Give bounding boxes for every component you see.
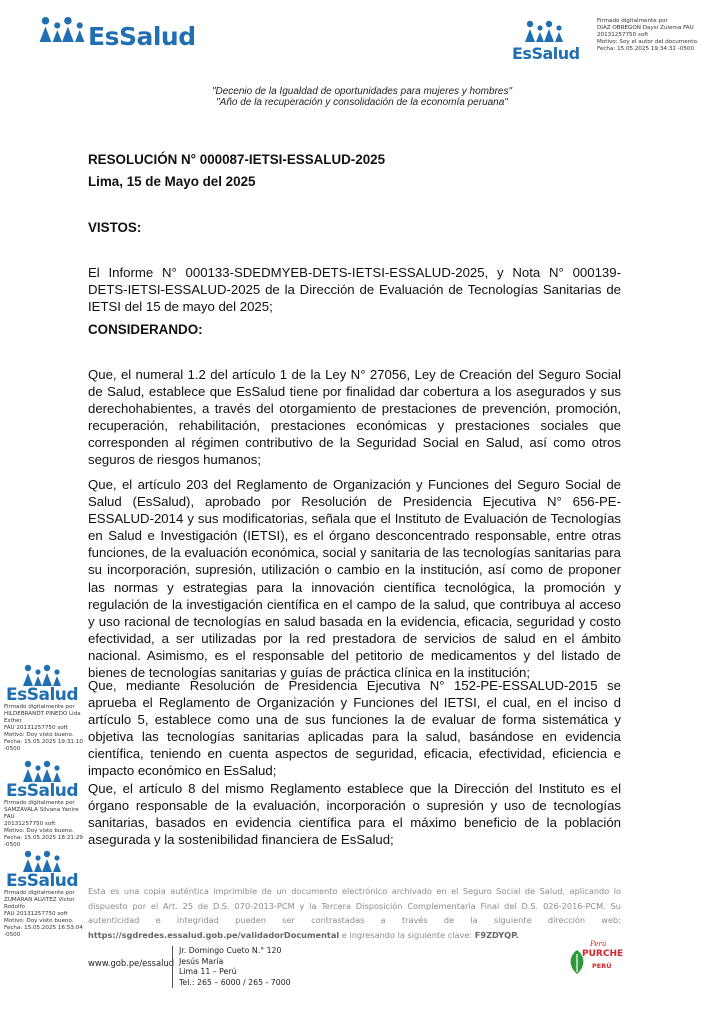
signature-line: Firmado digitalmente por <box>4 800 75 806</box>
address-block <box>172 946 291 988</box>
essalud-header-logo <box>34 16 196 51</box>
signature-line: Fecha: 15.05.2025 16:53:04 -0500 <box>4 925 83 938</box>
address-line: Jr. Domingo Cueto N.° 120 <box>179 946 282 955</box>
signature-details <box>4 890 90 939</box>
validation-url-link[interactable]: https://sgdredes.essalud.gob.pe/validadorDocumental <box>88 929 340 940</box>
validation-key: F9ZDYQP. <box>474 929 519 940</box>
signature-line: ZUMARAN ALVITEZ Victor Rodolfo <box>4 897 75 910</box>
authenticity-note <box>88 884 621 942</box>
family-icon <box>22 760 62 782</box>
signature-line: Firmado digitalmente por <box>4 704 75 710</box>
motto-line: "Decenio de la Igualdad de oportunidades para mujeres y hombres" <box>211 86 513 97</box>
considerando-heading: CONSIDERANDO: <box>88 322 203 337</box>
address-line: Jesús María <box>179 956 224 966</box>
signature-line: HILDEBRANDT PINEDO Lida Esther <box>4 711 81 724</box>
signature-line: 20131257750 soft <box>597 32 649 38</box>
note-text: e ingresando la siguiente clave: <box>339 929 475 940</box>
motto-line: "Año de la recuperación y consolidación de la economía peruana" <box>216 97 508 108</box>
signature-line: DIAZ OBREGON Daysi Zulema FAU <box>597 25 694 31</box>
family-icon <box>22 850 62 872</box>
essalud-signature-logo <box>512 20 580 63</box>
campaign-logo-text: PURCHE <box>582 949 624 959</box>
side-signature-stamp <box>4 760 90 849</box>
address-line: Tel.: 265 – 6000 / 265 - 7000 <box>179 977 291 987</box>
family-icon <box>22 664 62 686</box>
signature-line: SAMZAVALA Silvana Yanire FAU <box>4 807 79 820</box>
logo-text: EsSalud <box>88 22 196 51</box>
resolution-title: RESOLUCIÓN N° 000087-IETSI-ESSALUD-2025 <box>88 152 386 167</box>
family-icon <box>522 20 566 42</box>
vistos-paragraph: El Informe N° 000133-SDEDMYEB-DETS-IETSI-ESSALUD-2025, y Nota N° 000139-DETS-IETSI-ESSALUD-2025 de la Dirección de Evaluación de Tecnologías Sanitarias de IETSI del 15 de mayo del 2025; <box>88 265 621 315</box>
considerando-paragraph: Que, mediante Resolución de Presidencia Ejecutiva N° 152-PE-ESSALUD-2015 se aprueba el Reglamento de Organización y Funciones del IETSI, el cual, en el inciso d artículo 5, establece como una de sus funciones la de evaluar de forma sistemática y objetiva las tecnologías sanitarias aplicadas para la salud, basándose en evidencia científica, teniendo en cuenta aspectos de seguridad, eficacia, efectividad, eficiencia e impacto económico en EsSalud; <box>88 678 621 779</box>
side-signature-stamp <box>4 664 90 753</box>
logo-text: EsSalud <box>512 44 580 63</box>
signature-line: Motivo: Doy visto bueno. <box>4 918 74 924</box>
resolution-date: Lima, 15 de Mayo del 2025 <box>88 174 256 189</box>
considerando-paragraph: Que, el artículo 203 del Reglamento de Organización y Funciones del Seguro Social de Salud (EsSalud), aprobado por Resolución de Presidencia Ejecutiva N° 656-PE-ESSALUD-2014 y sus modificatorias, señala que el Instituto de Evaluación de Tecnologías en Salud e Investigación (IETSI), es el órgano desconcentrado responsable, entre otras funciones, de la evaluación económica, social y sanitaria de las tecnologías sanitarias para su incorporación, supresión, utilización o cambio en la institución, así como de proponer las normas y estrategias para la innovación científica tecnológica, la promoción y regulación de la investigación científica en el campo de la salud, que contribuya al acceso y uso racional de tecnologías en salud basada en la evidencia, eficacia, seguridad y costo efectividad, a ser utilizadas por la red prestadora de servicios de salud en el ámbito nacional. Asimismo, es el responsable del petitorio de medicamentos y del listado de bienes de tecnologías sanitarias y guías de práctica clínica en la institución; <box>88 477 621 681</box>
campaign-logo <box>566 938 622 982</box>
note-text: Esta es una copia auténtica imprimible de un documento electrónico archivado en el Seguro Social de Salud, aplicando lo dispuesto por el Art. 25 de D.S. 070-2013-PCM y la Tercera Disposición Complementaria Final del D.S. 026-2016-PCM. Su autenticidad e integridad pueden ser contrastadas a través de la siguiente dirección web: <box>88 886 621 925</box>
signature-line: Fecha: 15.05.2025 19:31:10 -0500 <box>4 739 83 752</box>
signature-line: FAU 20131257750 soft <box>4 911 68 917</box>
signature-details <box>4 704 90 753</box>
side-signature-stamp <box>4 850 90 939</box>
considerando-paragraph: Que, el artículo 8 del mismo Reglamento establece que la Dirección del Instituto es el órgano responsable de la evaluación, incorporación o supresión y uso de tecnologías sanitarias, basados en evidencia científica para el máximo beneficio de la población asegurada y la sostenibilidad financiera de EsSalud; <box>88 781 621 848</box>
family-icon <box>36 16 88 42</box>
logo-text: EsSalud <box>6 871 79 891</box>
signature-line: Firmado digitalmente por <box>597 18 668 24</box>
signature-line: Fecha: 15.05.2025 19:34:31 -0500 <box>597 46 695 52</box>
signature-line: Motivo: Soy el autor del documento. <box>597 39 699 45</box>
header-digital-signature <box>597 18 721 53</box>
website-link[interactable]: www.gob.pe/essalud <box>88 958 175 968</box>
address-line: Lima 11 – Perú <box>179 967 237 976</box>
campaign-logo-text: PERÚ <box>592 962 612 970</box>
signature-line: 20131257750 soft <box>4 821 56 827</box>
campaign-logo-text: Perú <box>590 940 607 948</box>
signature-line: Motivo: Doy visto bueno. <box>4 828 74 834</box>
signature-line: Motivo: Doy visto bueno. <box>4 732 74 738</box>
signature-details <box>4 800 90 849</box>
signature-line: FAU 20131257750 soft <box>4 725 68 731</box>
signature-line: Firmado digitalmente por <box>4 890 75 896</box>
logo-text: EsSalud <box>6 781 79 801</box>
logo-text: EsSalud <box>6 685 79 705</box>
vistos-heading: VISTOS: <box>88 220 142 235</box>
signature-line: Fecha: 15.05.2025 18:21:29 -0500 <box>4 835 83 848</box>
considerando-paragraph: Que, el numeral 1.2 del artículo 1 de la Ley N° 27056, Ley de Creación del Seguro Social de Salud, establece que EsSalud tiene por finalidad dar cobertura a los asegurados y sus derechohabientes, a través del otorgamiento de prestaciones de prevención, promoción, recuperación, rehabilitación, prestaciones económicas y prestaciones sociales que corresponden al régimen contributivo de la Seguridad Social en Salud, así como otros seguros de riesgos humanos; <box>88 367 621 468</box>
mottos <box>0 86 724 108</box>
